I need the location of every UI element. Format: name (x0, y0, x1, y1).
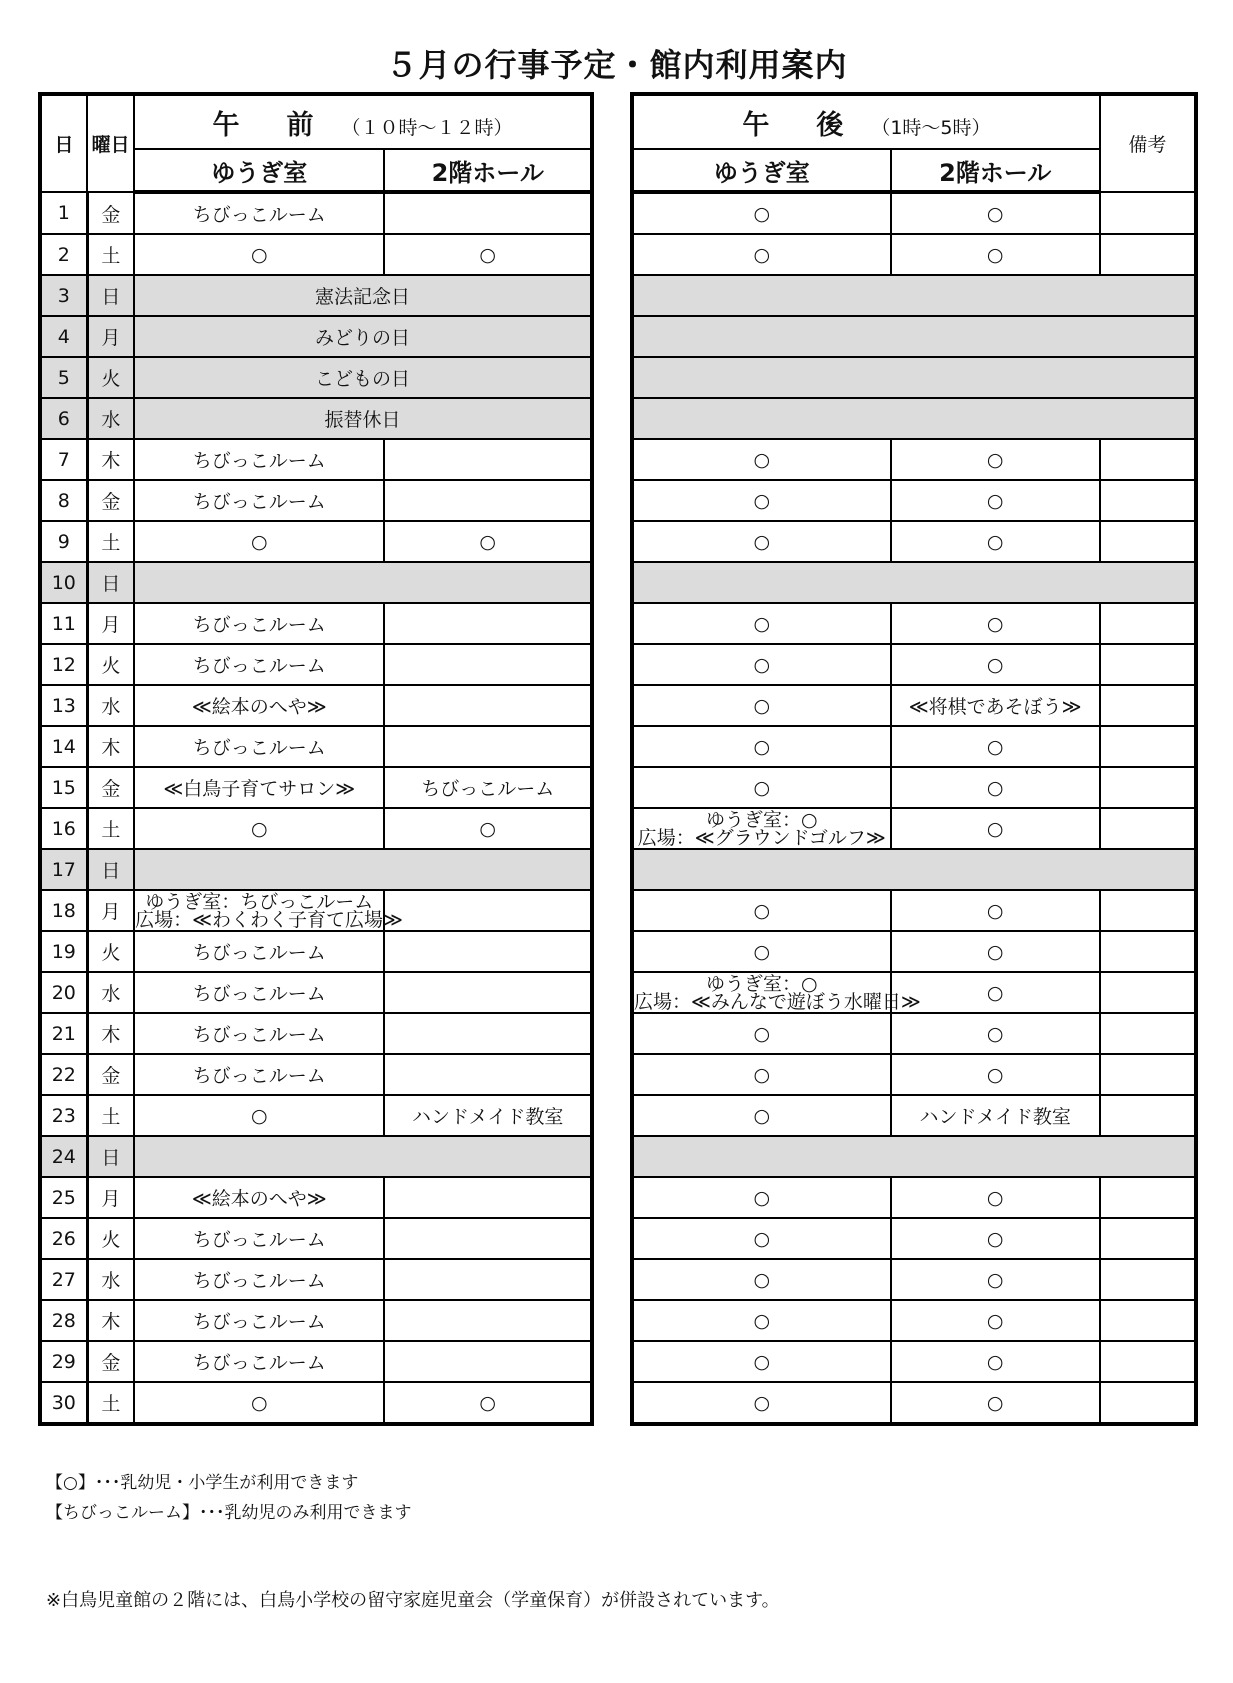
afternoon-row (632, 1095, 1196, 1136)
afternoon-hall-cell: ○ (891, 1300, 1100, 1341)
afternoon-room-cell: ○ (632, 1177, 891, 1218)
afternoon-room-cell: ○ (632, 480, 891, 521)
afternoon-hall-cell: ○ (891, 767, 1100, 808)
afternoon-room-line2: 広場：≪グラウンドゴルフ≫ (637, 826, 886, 849)
afternoon-room-cell: ○ (632, 1259, 891, 1300)
day-number: 17 (40, 849, 87, 890)
afternoon-hall-cell: ○ (891, 972, 1100, 1013)
weekday: 木 (87, 726, 134, 767)
morning-row (40, 1218, 592, 1259)
weekday: 土 (87, 1095, 134, 1136)
day-number: 5 (40, 357, 87, 398)
afternoon-room-cell: ○ (632, 439, 891, 480)
morning-row (40, 890, 592, 931)
afternoon-row (632, 234, 1196, 275)
notes-cell (1100, 439, 1196, 480)
afternoon-row (632, 685, 1196, 726)
morning-room-cell: ○ (134, 808, 384, 849)
day-number: 13 (40, 685, 87, 726)
morning-hall-cell (384, 439, 592, 480)
afternoon-room-cell: ○ (632, 767, 891, 808)
morning-room-cell: ≪白鳥子育てサロン≫ (134, 767, 384, 808)
afternoon-row (632, 849, 1196, 890)
day-number: 15 (40, 767, 87, 808)
afternoon-hall-cell: ○ (891, 1382, 1100, 1424)
weekday: 金 (87, 1054, 134, 1095)
afternoon-hall-cell: ○ (891, 808, 1100, 849)
afternoon-room-cell: ○ (632, 890, 891, 931)
afternoon-hall-cell: ○ (891, 1218, 1100, 1259)
notes-cell (1100, 1300, 1196, 1341)
afternoon-row (632, 275, 1196, 316)
afternoon-hall-cell: ○ (891, 1177, 1100, 1218)
weekday: 月 (87, 1177, 134, 1218)
morning-row (40, 562, 592, 603)
afternoon-header-row (632, 94, 1196, 149)
day-number: 10 (40, 562, 87, 603)
notes-cell (1100, 1218, 1196, 1259)
day-number: 8 (40, 480, 87, 521)
day-number: 14 (40, 726, 87, 767)
afternoon-row (632, 316, 1196, 357)
morning-room-cell: ちびっこルーム (134, 1218, 384, 1259)
afternoon-schedule-table (630, 92, 1198, 1426)
holiday-label: こどもの日 (134, 357, 592, 398)
morning-row (40, 1177, 592, 1218)
morning-row (40, 1095, 592, 1136)
notes-cell (1100, 1095, 1196, 1136)
legend-chibikko-note: 【ちびっこルーム】･･･乳幼児のみ利用できます (46, 1503, 412, 1523)
afternoon-hall-cell: ○ (891, 192, 1100, 234)
notes-cell (1100, 1341, 1196, 1382)
morning-hall-cell (384, 1013, 592, 1054)
afternoon-hall-cell: ○ (891, 726, 1100, 767)
weekday: 月 (87, 890, 134, 931)
morning-hall-cell (384, 192, 592, 234)
notes-cell (1100, 808, 1196, 849)
afternoon-row (632, 1013, 1196, 1054)
notes-cell (1100, 234, 1196, 275)
day-number: 11 (40, 603, 87, 644)
afternoon-room-cell: ○ (632, 1218, 891, 1259)
morning-hall-cell: ハンドメイド教室 (384, 1095, 592, 1136)
weekday: 土 (87, 521, 134, 562)
afternoon-closed-cell (632, 1136, 1196, 1177)
weekday: 土 (87, 234, 134, 275)
morning-title-cell (134, 94, 592, 149)
morning-row (40, 275, 592, 316)
day-number: 2 (40, 234, 87, 275)
morning-row (40, 972, 592, 1013)
notes-cell (1100, 1259, 1196, 1300)
day-number: 20 (40, 972, 87, 1013)
afternoon-hall-cell: ○ (891, 644, 1100, 685)
morning-row (40, 1259, 592, 1300)
afternoon-hall-cell: ≪将棋であそぼう≫ (891, 685, 1100, 726)
morning-row (40, 480, 592, 521)
afternoon-hall-cell: ○ (891, 234, 1100, 275)
morning-row (40, 357, 592, 398)
holiday-label (134, 849, 592, 890)
morning-room-cell: ちびっこルーム (134, 1341, 384, 1382)
afternoon-hall-cell: ○ (891, 931, 1100, 972)
afternoon-room-cell: ○ (632, 1341, 891, 1382)
weekday: 火 (87, 931, 134, 972)
day-number: 22 (40, 1054, 87, 1095)
morning-room-line1: ゆうぎ室：ちびっこルーム (145, 890, 374, 913)
notes-cell (1100, 685, 1196, 726)
afternoon-hall-cell: ○ (891, 439, 1100, 480)
day-number: 16 (40, 808, 87, 849)
weekday: 土 (87, 1382, 134, 1424)
weekday: 日 (87, 562, 134, 603)
morning-row (40, 1382, 592, 1424)
holiday-label: 振替休日 (134, 398, 592, 439)
morning-room-cell: ○ (134, 1095, 384, 1136)
morning-hall-cell: ○ (384, 234, 592, 275)
afternoon-hall-cell: ○ (891, 521, 1100, 562)
weekday: 金 (87, 480, 134, 521)
afternoon-row (632, 439, 1196, 480)
weekday-column-header: 曜日 (87, 94, 134, 192)
day-number: 26 (40, 1218, 87, 1259)
afternoon-room-cell: ○ (632, 1095, 891, 1136)
day-number: 29 (40, 1341, 87, 1382)
footnote: ※白鳥児童館の２階には、白鳥小学校の留守家庭児童会（学童保育）が併設されています。 (46, 1590, 780, 1611)
morning-room-cell: ○ (134, 234, 384, 275)
morning-room-cell: ちびっこルーム (134, 1013, 384, 1054)
afternoon-row (632, 644, 1196, 685)
afternoon-room-cell: ○ (632, 192, 891, 234)
morning-room-cell: ≪絵本のへや≫ (134, 1177, 384, 1218)
afternoon-room-cell: ○ (632, 234, 891, 275)
afternoon-room-cell: ○ (632, 726, 891, 767)
afternoon-row (632, 1218, 1196, 1259)
morning-hall-cell (384, 644, 592, 685)
notes-column-header: 備考 (1100, 94, 1196, 192)
morning-title: 午 前 (212, 109, 324, 141)
morning-row (40, 398, 592, 439)
legend-circle-note: 【○】･･･乳幼児・小学生が利用できます (46, 1473, 359, 1493)
morning-hall-cell (384, 1300, 592, 1341)
weekday: 火 (87, 644, 134, 685)
weekday: 木 (87, 1300, 134, 1341)
weekday: 日 (87, 1136, 134, 1177)
notes-cell (1100, 972, 1196, 1013)
morning-row (40, 521, 592, 562)
holiday-label (134, 1136, 592, 1177)
morning-hall-cell (384, 685, 592, 726)
day-number: 7 (40, 439, 87, 480)
afternoon-row (632, 1054, 1196, 1095)
holiday-label: みどりの日 (134, 316, 592, 357)
afternoon-row (632, 1382, 1196, 1424)
day-number: 18 (40, 890, 87, 931)
afternoon-row (632, 1341, 1196, 1382)
afternoon-row (632, 1177, 1196, 1218)
morning-room-line2: 広場：≪わくわく子育て広場≫ (135, 908, 403, 931)
weekday: 日 (87, 849, 134, 890)
day-column-header: 日 (40, 94, 87, 192)
afternoon-hall-header: 2階ホール (891, 149, 1100, 192)
afternoon-hall-cell: ○ (891, 890, 1100, 931)
morning-row (40, 1300, 592, 1341)
afternoon-row (632, 808, 1196, 849)
morning-hall-cell (384, 480, 592, 521)
afternoon-room-cell: ○ (632, 1382, 891, 1424)
afternoon-row (632, 603, 1196, 644)
morning-row (40, 1341, 592, 1382)
morning-hall-cell (384, 1054, 592, 1095)
morning-room-cell: ちびっこルーム (134, 603, 384, 644)
afternoon-row (632, 726, 1196, 767)
afternoon-room-cell: ○ (632, 521, 891, 562)
holiday-label: 憲法記念日 (134, 275, 592, 316)
morning-row (40, 316, 592, 357)
morning-room-cell: ○ (134, 521, 384, 562)
day-number: 9 (40, 521, 87, 562)
weekday: 金 (87, 192, 134, 234)
notes-cell (1100, 603, 1196, 644)
afternoon-hall-cell: ○ (891, 480, 1100, 521)
afternoon-row (632, 1136, 1196, 1177)
morning-row (40, 1136, 592, 1177)
afternoon-room-cell (632, 972, 921, 1013)
morning-row (40, 439, 592, 480)
morning-row (40, 685, 592, 726)
day-number: 19 (40, 931, 87, 972)
weekday: 土 (87, 808, 134, 849)
morning-hall-cell (384, 1259, 592, 1300)
weekday: 月 (87, 316, 134, 357)
afternoon-closed-cell (632, 398, 1196, 439)
morning-hall-cell: ○ (384, 521, 592, 562)
morning-hall-cell (384, 931, 592, 972)
morning-hall-cell: ○ (384, 1382, 592, 1424)
weekday: 月 (87, 603, 134, 644)
notes-cell (1100, 521, 1196, 562)
morning-row (40, 726, 592, 767)
afternoon-hall-cell: ○ (891, 1259, 1100, 1300)
weekday: 日 (87, 275, 134, 316)
morning-room-cell: ちびっこルーム (134, 644, 384, 685)
day-number: 1 (40, 192, 87, 234)
afternoon-row (632, 398, 1196, 439)
afternoon-row (632, 562, 1196, 603)
afternoon-row (632, 890, 1196, 931)
morning-room-cell: ちびっこルーム (134, 1054, 384, 1095)
page-title: ５月の行事予定・館内利用案内 (385, 46, 848, 84)
morning-room-cell (134, 890, 403, 931)
afternoon-hall-cell: ハンドメイド教室 (891, 1095, 1100, 1136)
notes-cell (1100, 931, 1196, 972)
afternoon-room-cell: ○ (632, 1013, 891, 1054)
afternoon-closed-cell (632, 562, 1196, 603)
weekday: 水 (87, 972, 134, 1013)
afternoon-room-cell: ○ (632, 931, 891, 972)
afternoon-title-cell (632, 94, 1100, 149)
morning-schedule-table (38, 92, 594, 1426)
day-number: 23 (40, 1095, 87, 1136)
afternoon-room-line2: 広場：≪みんなで遊ぼう水曜日≫ (634, 990, 921, 1013)
notes-cell (1100, 1054, 1196, 1095)
morning-hall-cell: ○ (384, 808, 592, 849)
afternoon-closed-cell (632, 275, 1196, 316)
notes-cell (1100, 192, 1196, 234)
weekday: 火 (87, 357, 134, 398)
morning-room-cell: ちびっこルーム (134, 1259, 384, 1300)
morning-hall-cell (384, 726, 592, 767)
afternoon-room-header: ゆうぎ室 (632, 149, 891, 192)
day-number: 4 (40, 316, 87, 357)
day-number: 30 (40, 1382, 87, 1424)
holiday-label (134, 562, 592, 603)
day-number: 27 (40, 1259, 87, 1300)
notes-cell (1100, 1382, 1196, 1424)
morning-row (40, 1054, 592, 1095)
afternoon-row (632, 767, 1196, 808)
morning-room-cell: ちびっこルーム (134, 726, 384, 767)
day-number: 28 (40, 1300, 87, 1341)
morning-room-cell: ちびっこルーム (134, 480, 384, 521)
morning-hall-cell (384, 890, 592, 931)
weekday: 水 (87, 1259, 134, 1300)
notes-cell (1100, 480, 1196, 521)
afternoon-row (632, 192, 1196, 234)
notes-cell (1100, 726, 1196, 767)
afternoon-room-cell: ○ (632, 603, 891, 644)
afternoon-time: （1時～5時） (871, 116, 991, 139)
morning-hall-cell (384, 603, 592, 644)
weekday: 金 (87, 1341, 134, 1382)
afternoon-row (632, 480, 1196, 521)
morning-room-cell: ちびっこルーム (134, 972, 384, 1013)
notes-cell (1100, 644, 1196, 685)
morning-row (40, 234, 592, 275)
day-number: 25 (40, 1177, 87, 1218)
afternoon-room-cell (632, 808, 891, 849)
weekday: 水 (87, 685, 134, 726)
afternoon-title: 午 後 (742, 109, 854, 141)
notes-cell (1100, 1177, 1196, 1218)
afternoon-closed-cell (632, 357, 1196, 398)
morning-row (40, 192, 592, 234)
morning-room-cell: ちびっこルーム (134, 439, 384, 480)
morning-hall-cell (384, 1218, 592, 1259)
morning-header-row (40, 94, 592, 149)
afternoon-hall-cell: ○ (891, 603, 1100, 644)
morning-hall-header: 2階ホール (384, 149, 592, 192)
weekday: 木 (87, 439, 134, 480)
weekday: 木 (87, 1013, 134, 1054)
afternoon-room-cell: ○ (632, 1300, 891, 1341)
afternoon-row (632, 1259, 1196, 1300)
notes-cell (1100, 767, 1196, 808)
afternoon-row (632, 931, 1196, 972)
morning-row (40, 603, 592, 644)
notes-cell (1100, 1013, 1196, 1054)
morning-row (40, 1013, 592, 1054)
morning-room-cell: ちびっこルーム (134, 192, 384, 234)
afternoon-room-cell: ○ (632, 685, 891, 726)
morning-row (40, 767, 592, 808)
weekday: 火 (87, 1218, 134, 1259)
morning-row (40, 644, 592, 685)
day-number: 12 (40, 644, 87, 685)
afternoon-row (632, 1300, 1196, 1341)
morning-room-cell: ちびっこルーム (134, 1300, 384, 1341)
afternoon-hall-cell: ○ (891, 1013, 1100, 1054)
morning-hall-cell (384, 972, 592, 1013)
day-number: 24 (40, 1136, 87, 1177)
weekday: 水 (87, 398, 134, 439)
morning-time: （１０時～１２時） (341, 116, 513, 139)
afternoon-room-line1: ゆうぎ室：○ (705, 972, 818, 995)
morning-hall-cell: ちびっこルーム (384, 767, 592, 808)
morning-room-header: ゆうぎ室 (134, 149, 384, 192)
afternoon-hall-cell: ○ (891, 1341, 1100, 1382)
morning-hall-cell (384, 1177, 592, 1218)
notes-cell (1100, 890, 1196, 931)
afternoon-room-cell: ○ (632, 1054, 891, 1095)
day-number: 21 (40, 1013, 87, 1054)
afternoon-row (632, 972, 1196, 1013)
afternoon-row (632, 521, 1196, 562)
afternoon-closed-cell (632, 316, 1196, 357)
morning-room-cell: ○ (134, 1382, 384, 1424)
morning-hall-cell (384, 1341, 592, 1382)
afternoon-room-line1: ゆうぎ室：○ (705, 808, 818, 831)
afternoon-row (632, 357, 1196, 398)
morning-room-cell: ≪絵本のへや≫ (134, 685, 384, 726)
afternoon-hall-cell: ○ (891, 1054, 1100, 1095)
morning-row (40, 931, 592, 972)
afternoon-room-cell: ○ (632, 644, 891, 685)
afternoon-closed-cell (632, 849, 1196, 890)
morning-row (40, 808, 592, 849)
morning-room-cell: ちびっこルーム (134, 931, 384, 972)
morning-row (40, 849, 592, 890)
day-number: 6 (40, 398, 87, 439)
weekday: 金 (87, 767, 134, 808)
day-number: 3 (40, 275, 87, 316)
